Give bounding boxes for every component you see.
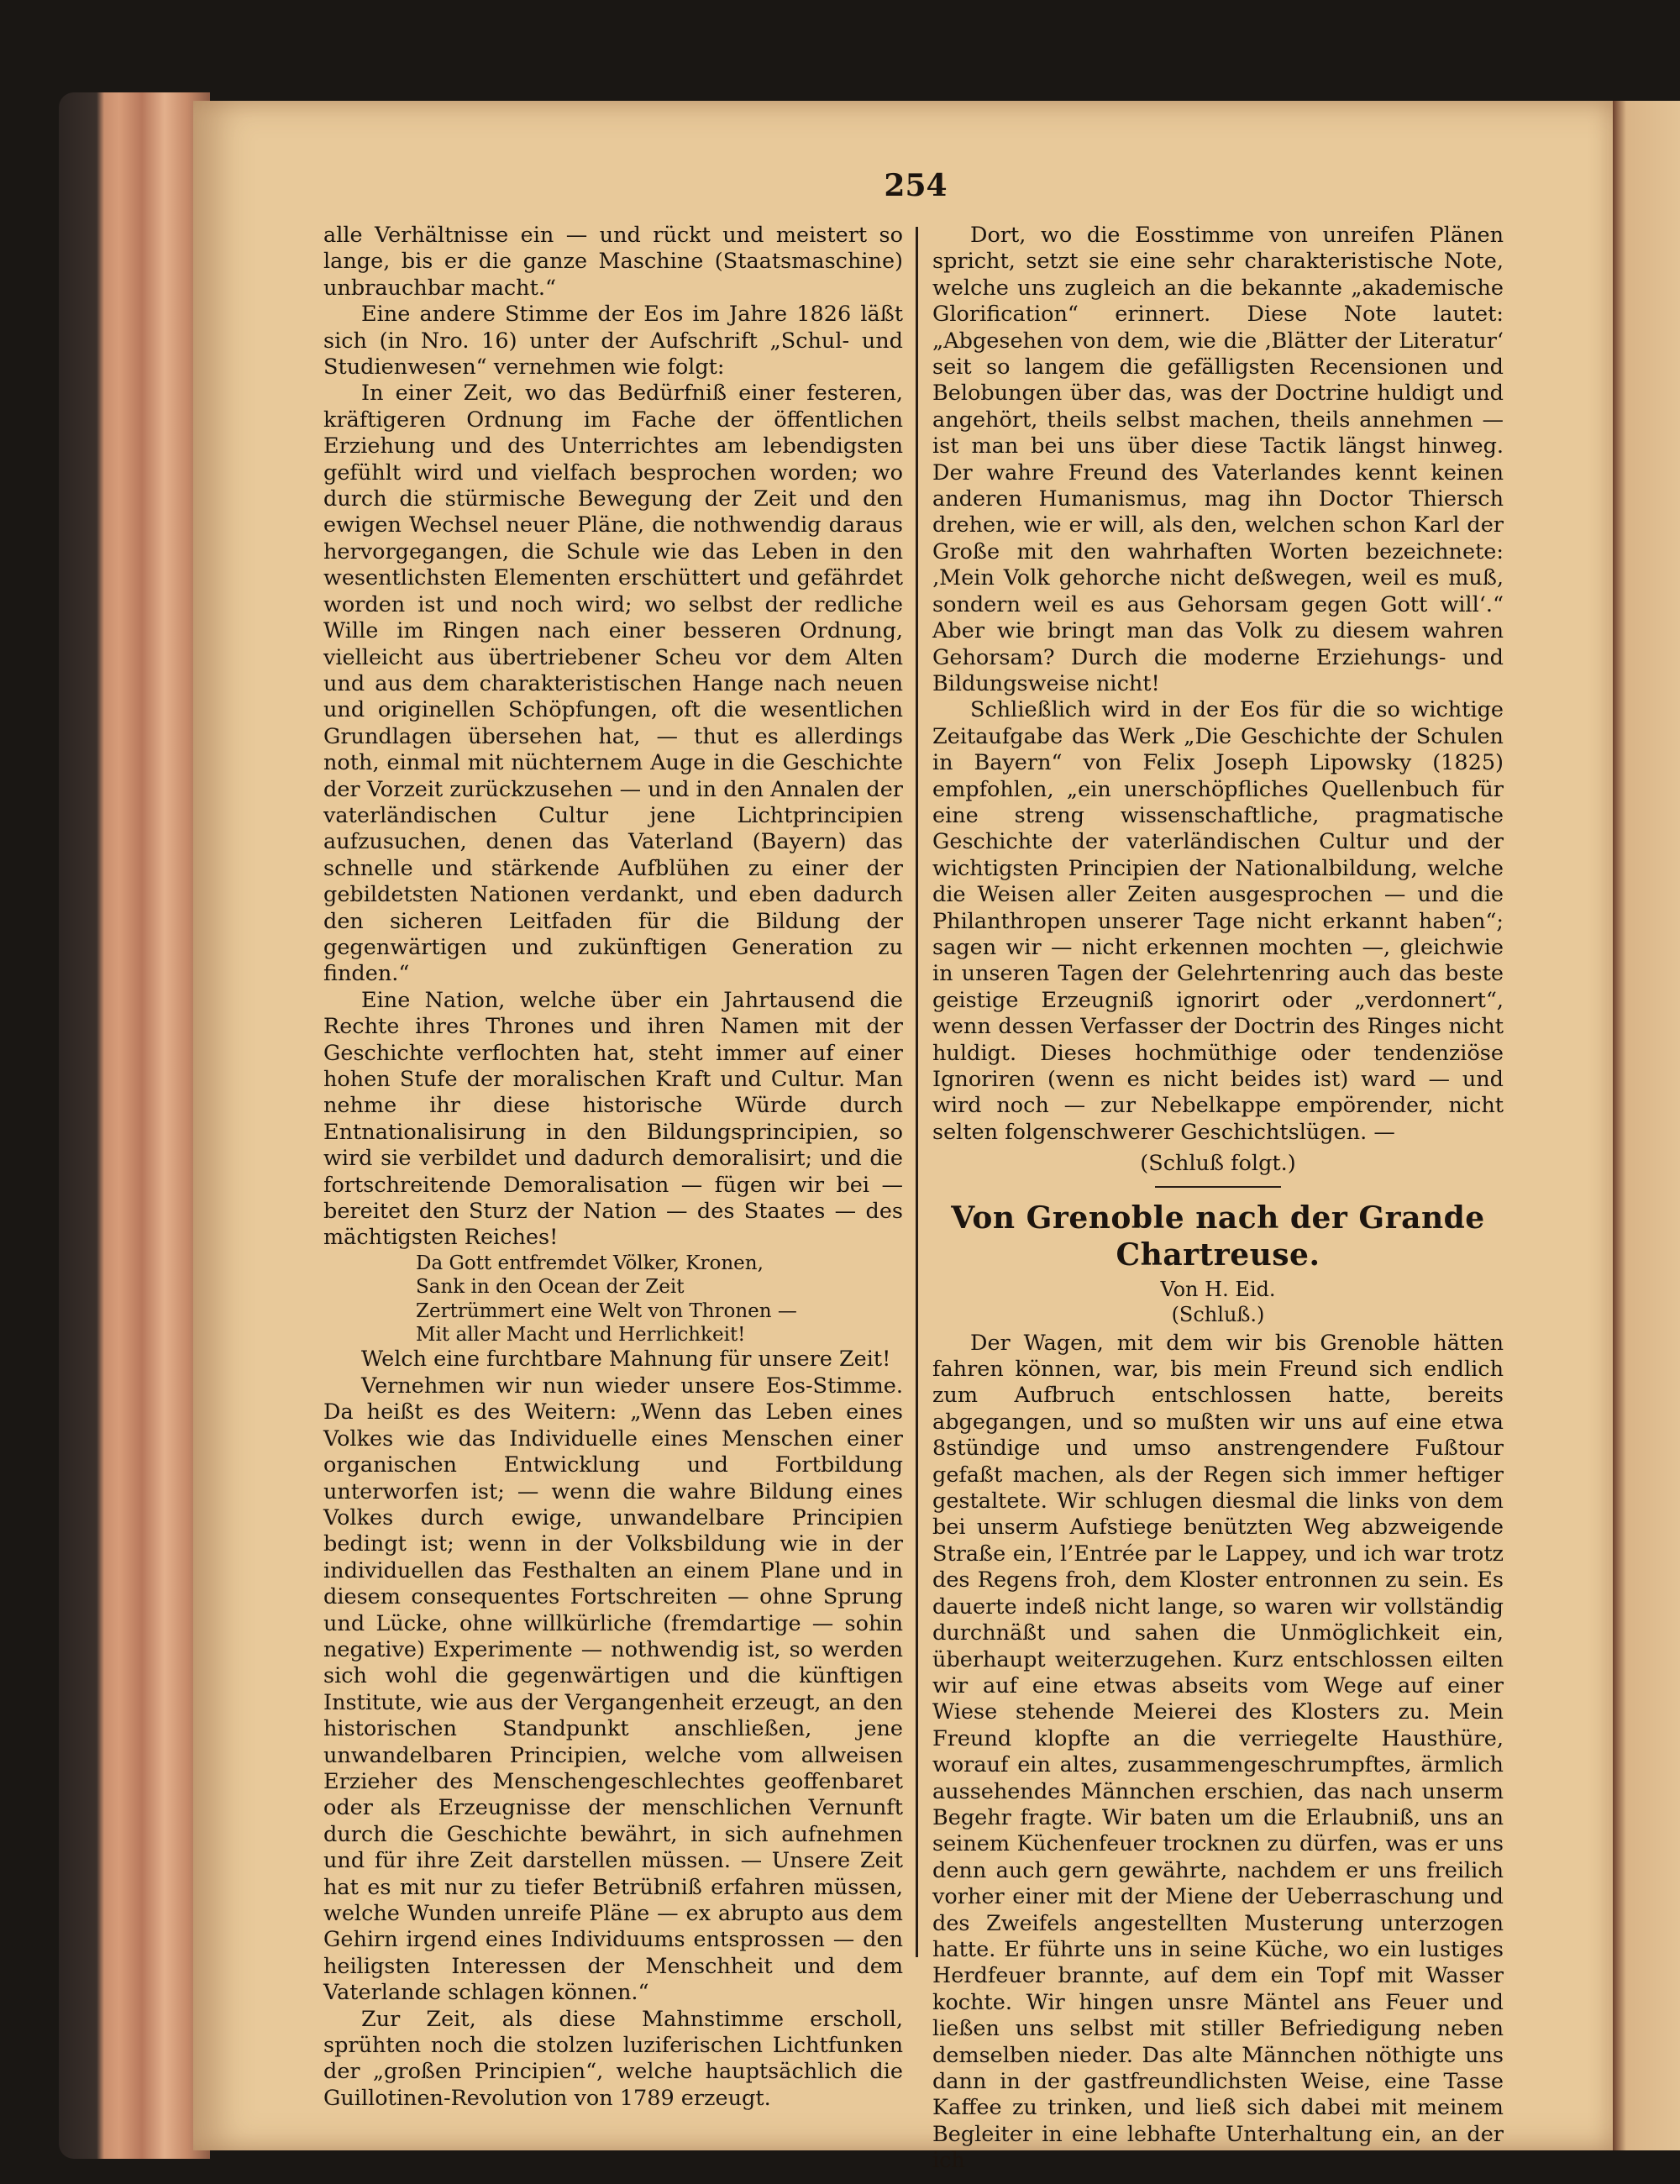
paragraph: Schließlich wird in der Eos für die so wichtige Zeitaufgabe das Werk „Die Geschichte der Schulen in Bayern“ von Felix Joseph Lipowsky (1825) empfohlen, „ein unerschöpfliches Quellenbuch für eine streng wissenschaftliche, pragmatische Geschichte der vaterländischen Cultur und der wichtigsten Principien der Nationalbildung, welche die Weisen aller Zeiten ausgesprochen — und die Philanthropen unserer Tage nicht erkannt haben“; sagen wir — nicht erkennen mochten —, gleichwie in unseren Tagen der Gelehrtenring auch das beste geistige Erzeugniß ignorirt oder „verdonnert“, wenn dessen Verfasser der Doctrin des Ringes nicht huldigt. Dieses hochmüthige oder tendenziöse Ignoriren (wenn es nicht beides ist) ward — und wird noch — zur Nebelkappe empörender, nicht selten folgenschwerer Geschichtslügen. —: [932, 697, 1504, 1145]
page-number: 254: [884, 168, 948, 203]
paragraph: Vernehmen wir nun wieder unsere Eos-Stimme. Da heißt es des Weitern: „Wenn das Leben eines Volkes wie das Individuelle eines Menschen einer organischen Entwicklung und Fortbildung unterworfen ist; — wenn die wahre Bildung eines Volkes durch ewige, unwandelbare Principien bedingt ist; wenn in der Volksbildung wie in der individuellen das Festhalten an einem Plane und in diesem consequentes Fortschreiten — ohne Sprung und Lücke, ohne willkürliche (fremdartige — sohin negative) Experimente — nothwendig ist, so werden sich wohl die gegenwärtigen und die künftigen Institute, wie aus der Vergangenheit erzeugt, an den historischen Standpunkt anschließen, jene unwandelbaren Principien, welche vom allweisen Erzieher des Menschengeschlechtes geoffenbaret oder als Erzeugnisse der menschlichen Vernunft durch die Geschichte bewährt, in sich aufnehmen und für ihre Zeit darstellen müssen. — Unsere Zeit hat es mit nur zu tiefer Betrübniß erfahren müssen, welche Wunden unreife Pläne — ex abrupto aus dem Gehirn irgend eines Individuums entsprossen — den heiligsten Interessen der Menschheit und dem Vaterlande schlagen können.“: [323, 1373, 903, 2006]
paragraph: Der Wagen, mit dem wir bis Grenoble hätten fahren können, war, bis mein Freund sich endlich zum Aufbruch entschlossen hatte, bereits abgegangen, und so mußten wir uns auf eine etwa 8stündige und umso anstrengendere Fußtour gefaßt machen, als der Regen sich immer heftiger gestaltete. Wir schlugen diesmal die links von dem bei unserm Aufstiege benützten Weg abzweigende Straße ein, l’Entrée par le Lappey, und ich war trotz des Regens froh, dem Kloster entronnen zu sein. Es dauerte indeß nicht lange, so waren wir vollständig durchnäßt und sahen die Unmöglichkeit ein, überhaupt weiterzugehen. Kurz entschlossen eilten wir auf eine etwas abseits vom Wege auf einer Wiese stehende Meierei des Klosters zu. Mein Freund klopfte an die verriegelte Hausthüre, worauf ein altes, zusammengeschrumpftes, ärmlich aussehendes Männchen erschien, das nach unserm Begehr fragte. Wir baten um die Erlaubniß, uns an seinem Küchenfeuer trocknen zu dürfen, was er uns denn auch gern gewährte, nachdem er uns freilich vorher einer mit der Miene der Ueberraschung und des Zweifels angestellten Musterung unterzogen hatte. Er führte uns in seine Küche, wo ein lustiges Herdfeuer brannte, auf dem ein Topf mit Wasser kochte. Wir hingen unsre Mäntel ans Feuer und ließen uns selbst mit stiller Befriedigung neben demselben nieder. Das alte Männchen nöthigte uns dann in der gastfreundlichsten Weise, eine Tasse Kaffee zu trinken, und ließ sich dabei mit meinem Begleiter in eine lebhafte Unterhaltung ein, an der ich: [932, 1330, 1504, 2174]
article-author: Von H. Eid.: [1160, 1277, 1276, 1301]
conclusion-note: (Schluß folgt.): [1140, 1151, 1296, 1177]
paragraph: Eine andere Stimme der Eos im Jahre 1826 läßt sich (in Nro. 16) unter der Aufschrift „Schul- und Studienwesen“ vernehmen wie folgt:: [323, 302, 903, 381]
poem-line: Zertrümmert eine Welt von Thronen —: [416, 1299, 797, 1322]
poem: [416, 1252, 903, 1347]
paragraph: Zur Zeit, als diese Mahnstimme erscholl, sprühten noch die stolzen luziferischen Lichtfunken der „großen Principien“, welche hauptsächlich die Guillotinen-Revolution von 1789 erzeugt.: [323, 2006, 903, 2111]
column-divider: [916, 227, 918, 1957]
article-title: Von Grenoble nach der Grande Chartreuse.: [951, 1200, 1485, 1273]
book-page-edges: [59, 92, 210, 2159]
paragraph: In einer Zeit, wo das Bedürfniß einer festeren, kräftigeren Ordnung im Fache der öffentlichen Erziehung und des Unterrichtes am lebendigsten gefühlt wird und vielfach besprochen worden; wo durch die stürmische Bewegung der Zeit und den ewigen Wechsel neuer Pläne, die nothwendig daraus hervorgegangen, die Schule wie das Leben in den wesentlichsten Elementen erschüttert und gefährdet worden ist und noch wird; wo selbst der redliche Wille im Ringen nach einer besseren Ordnung, vielleicht aus übertriebener Scheu vor dem Alten und aus dem charakteristischen Hange nach neuen und originellen Schöpfungen, oft die wesentlichen Grundlagen übersehen hat, — thut es allerdings noth, einmal mit nüchternem Auge in die Geschichte der Vorzeit zurückzusehen — und in den Annalen der vaterländischen Cultur jene Lichtprincipien aufzusuchen, denen das Vaterland (Bayern) das schnelle und stärkende Aufblühen zu einer der gebildetsten Nationen verdankt, und eben dadurch den sicheren Leitfaden für die Bildung der gegenwärtigen und zukünftigen Generation zu finden.“: [323, 381, 903, 987]
paragraph: Eine Nation, welche über ein Jahrtausend die Rechte ihres Thrones und ihren Namen mit der Geschichte verflochten hat, steht immer auf einer hohen Stufe der moralischen Kraft und Cultur. Man nehme ihr diese historische Würde durch Entnationalisirung in den Bildungsprincipien, so wird sie verbildet und dadurch demoralisirt; und die fortschreitende Demoralisation — fügen wir bei — bereitet den Sturz der Nation — des Staates — des mächtigsten Reiches!: [323, 987, 903, 1251]
section-rule: [1155, 1186, 1281, 1188]
left-column: [323, 223, 903, 2112]
poem-line: Sank in den Ocean der Zeit: [416, 1276, 685, 1299]
opposite-page-edge: [1613, 101, 1680, 2150]
poem-line: Mit aller Macht und Herrlichkeit!: [416, 1324, 746, 1347]
poem-line: Da Gott entfremdet Völker, Kronen,: [416, 1252, 764, 1274]
paragraph: Dort, wo die Eosstimme von unreifen Plänen spricht, setzt sie eine sehr charakteristische Note, welche uns zugleich an die bekannte „akademische Glorification“ erinnert. Diese Note lautet: „Abgesehen von dem, wie die ‚Blätter der Literatur‘ seit so langem die gefälligsten Recensionen und Belobungen über das, was der Doctrine huldigt und angehört, theils selbst machen, theils annehmen — ist man bei uns über diese Tactik längst hinweg. Der wahre Freund des Vaterlandes kennt keinen anderen Humanismus, mag ihn Doctor Thiersch drehen, wie er will, als den, welchen schon Karl der Große mit den wahrhaften Worten bezeichnete: ‚Mein Volk gehorche nicht deßwegen, weil es muß, sondern weil es aus Gehorsam gegen Gott will‘.“ Aber wie bringt man das Volk zu diesem wahren Gehorsam? Durch die moderne Erziehungs- und Bildungsweise nicht!: [932, 223, 1504, 696]
paragraph: alle Verhältnisse ein — und rückt und meistert so lange, bis er die ganze Maschine (Staatsmaschine) unbrauchbar macht.“: [323, 223, 903, 301]
right-column: [932, 223, 1504, 2175]
paragraph: Welch eine furchtbare Mahnung für unsere Zeit!: [361, 1347, 891, 1373]
article-note: (Schluß.): [1171, 1302, 1265, 1326]
